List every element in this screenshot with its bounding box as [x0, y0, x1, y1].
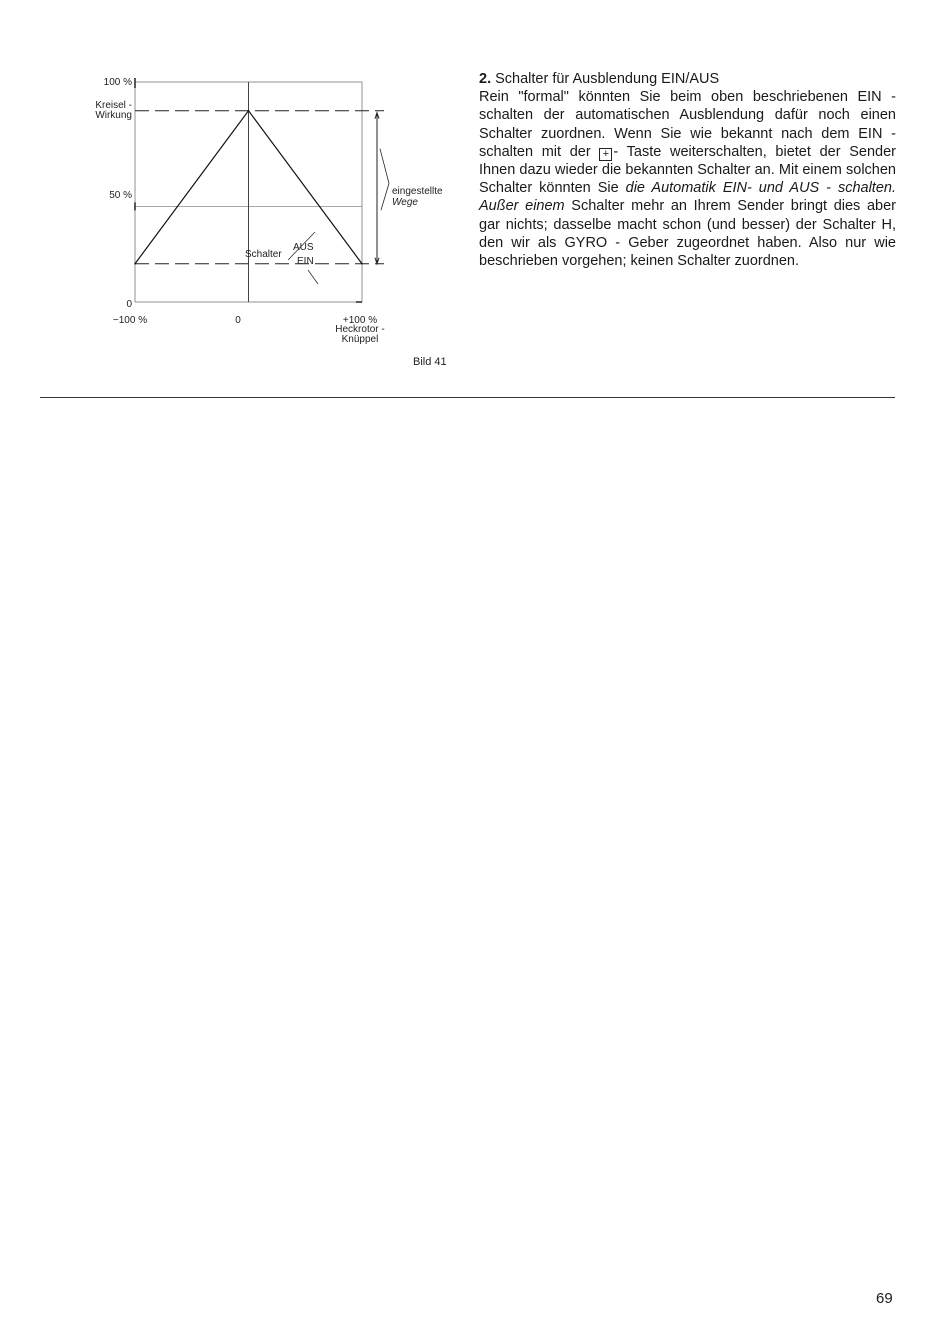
switch-off-label: AUS — [293, 242, 314, 253]
paragraph-part-1: Rein "formal" könnten Sie beim oben beschriebenen EIN - schalten der automatischen Ausblendung dafür noch einen Schalter zuordnen. Wenn Sie wie bekannt nach dem EIN - schalten mit der — [479, 89, 896, 160]
x-label-plus-100: +100 % — [342, 315, 378, 326]
section-paragraph — [479, 88, 896, 270]
x-label-zero: 0 — [235, 315, 241, 326]
section-number: 2. — [479, 71, 492, 87]
data-point-0-0 — [134, 263, 136, 265]
switch-label: Schalter — [245, 249, 282, 260]
y-label-100: 100 % — [103, 77, 132, 88]
plus-key-icon: + — [599, 148, 612, 161]
paragraph-part-2: - Taste weiterschalten, bietet der Sender Ihnen dazu wieder die bekannten Schalter an. Mit einem solchen Schalter könnten Sie — [479, 143, 896, 197]
y-label-0: 0 — [126, 299, 132, 310]
figure-caption: Bild 41 — [413, 356, 447, 368]
data-point-0-2 — [361, 263, 363, 265]
section-heading — [479, 70, 896, 88]
horizontal-divider — [40, 397, 895, 398]
data-point-0-1 — [248, 110, 250, 112]
switch-on-pointer — [308, 270, 318, 284]
y-axis-title: Kreisel - Wirkung — [95, 100, 132, 121]
y-label-50: 50 % — [109, 190, 132, 201]
travel-label: eingestellte — [392, 186, 443, 197]
page-number: 69 — [876, 1290, 893, 1307]
paragraph-italic: die Automatik EIN- und AUS - schalten. Außer einem — [479, 180, 896, 215]
body-text — [479, 70, 896, 270]
switch-on-label: EIN — [297, 256, 314, 267]
paragraph-part-3: Schalter mehr an Ihrem Sender bringt dies aber gar nichts; dasselbe macht schon (und besser) der Schalter H, den wir als GYRO - Geber zugeordnet haben. Also nur wie beschrieben vorgehen; keinen Schalter zuordnen. — [479, 198, 896, 270]
x-axis-title: Heckrotor - Knüppel — [335, 324, 385, 345]
travel-label-2: Wege — [392, 197, 418, 208]
x-label-minus-100: −100 % — [112, 315, 148, 326]
figure-41 — [60, 70, 460, 375]
travel-callout — [380, 149, 389, 210]
section-title: Schalter für Ausblendung EIN/AUS — [491, 71, 720, 87]
